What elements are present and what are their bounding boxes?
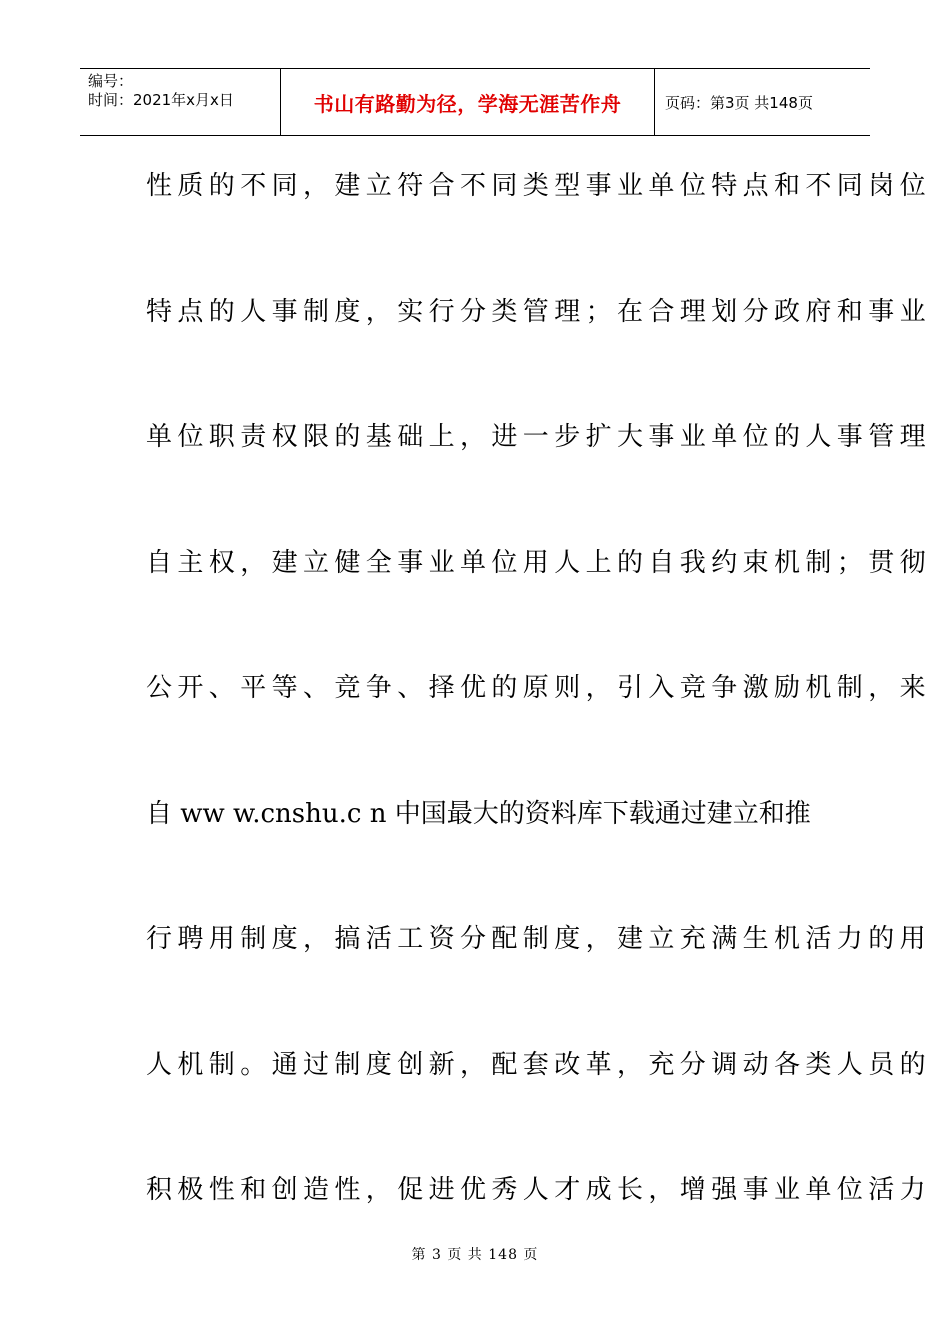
document-time-label: 时间：2021年x月x日 xyxy=(88,91,234,109)
page-footer xyxy=(0,1244,950,1264)
header-motto-cell xyxy=(281,69,655,135)
body-line: 公开、平等、竞争、择优的原则，引入竞争激励机制，来 xyxy=(146,673,932,703)
document-number-label: 编号： xyxy=(88,72,134,90)
header-page-cell xyxy=(655,69,870,135)
body-line: 自 ww w.cnshu.c n 中国最大的资料库下载通过建立和推 xyxy=(146,798,811,829)
body-line: 特点的人事制度，实行分类管理；在合理划分政府和事业 xyxy=(146,296,932,327)
body-line: 人机制。通过制度创新，配套改革，充分调动各类人员的 xyxy=(146,1049,932,1080)
body-line: 行聘用制度，搞活工资分配制度，建立充满生机活力的用 xyxy=(146,924,932,954)
body-line: 积极性和创造性，促进优秀人才成长，增强事业单位活力 xyxy=(146,1175,932,1205)
body-line: 自主权，建立健全事业单位用人上的自我约束机制；贯彻 xyxy=(146,547,932,578)
body-line: 单位职责权限的基础上，进一步扩大事业单位的人事管理 xyxy=(146,422,932,452)
footer-page-number: 第 3 页 共 148 页 xyxy=(411,1247,539,1263)
page-header xyxy=(80,68,870,136)
header-meta-cell xyxy=(80,69,281,135)
header-motto: 书山有路勤为径，学海无涯苦作舟 xyxy=(313,91,622,116)
document-body xyxy=(146,160,932,1290)
body-line: 性质的不同，建立符合不同类型事业单位特点和不同岗位 xyxy=(146,171,932,201)
header-page-info: 页码：第3页 共148页 xyxy=(665,93,813,112)
